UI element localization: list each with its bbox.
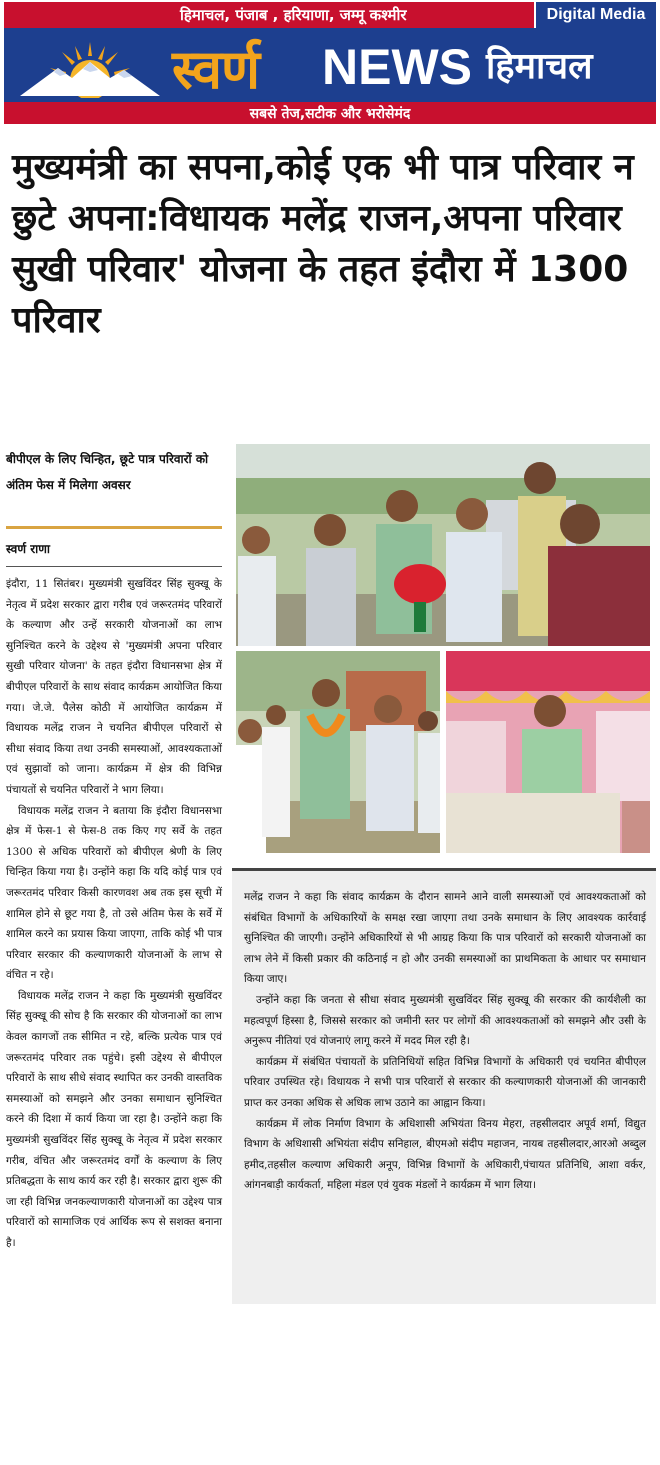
body-paragraph: कार्यक्रम में संबंधित पंचायतों के प्रतिनिधियों सहित विभिन्न विभागों के अधिकारी एवं चयनित बीपीएल परिवार उपस्थित रहे। विधायक ने सभी पात्र परिवारों से सरकार की कल्याणकारी योजनाओं की जानकारी प्राप्त कर उनका अधिक से अधिक लाभ उठाने का आह्वान किया। [244,1055,646,1109]
body-paragraph: उन्होंने कहा कि जनता से सीधा संवाद मुख्यमंत्री सुखविंदर सिंह सुक्खू की सरकार की कार्यशैली का महत्वपूर्ण हिस्सा है, जिससे सरकार को जमीनी स्तर पर लोगों की आवश्यकताओं को समझने और उसी के अनुरूप नीतियां एवं योजनाएं लागू करने में मदद मिल रही है। [244,993,646,1048]
article-body-left-column [6,574,222,1254]
photo-bouquet-welcome [236,444,650,646]
body-paragraph: मलेंद्र राजन ने कहा कि संवाद कार्यक्रम के दौरान सामने आने वाली समस्याओं एवं आवश्यकताओं को संबंधित विभागों के अधिकारियों के समक्ष रखा जाएगा तथा उनके समाधान के लिए आवश्यक कार्रवाई सुनिश्चित की जाएगी। उन्होंने अधिकारियों से भी आग्रह किया कि पात्र परिवारों को सरकारी योजनाओं का लाभ लेने में किसी प्रकार की कठिनाई न हो और उनकी समस्याओं का प्राथमिकता के आधार पर समाधान किया जाए। [244,891,646,986]
body-paragraph: विधायक मलेंद्र राजन ने बताया कि इंदौरा विधानसभा क्षेत्र में फेस-1 से फेस-8 तक किए गए सर्वे के तहत 1300 से अधिक परिवारों को बीपीएल श्रेणी के लिए चिन्हित किया गया है। उन्होंने कहा कि यदि कोई पात्र एवं जरूरतमंद परिवार किसी कारणवश अब तक इस सूची में शामिल होने से छूट गया है, तो उसे अंतिम फेस के सर्वे में शामिल करने का प्रयास किया जाएगा, ताकि कोई भी पात्र परिवार सरकार की कल्याणकारी योजनाओं के लाभ से वंचित न रहे। [6,804,222,982]
photo-garland-greeting [236,651,440,853]
brand-name-state: हिमाचल [486,46,593,87]
article-headline: मुख्यमंत्री का सपना,कोई एक भी पात्र परिवार न छुटे अपना:विधायक मलेंद्र राजन,अपना परिवार सुखी परिवार' योजना के तहत इंदौरा में 1300 परिवार [12,147,634,341]
subhead-divider [6,526,222,529]
body-paragraph: कार्यक्रम में लोक निर्माण विभाग के अधिशासी अभियंता विनय मेहरा, तहसीलदार अपूर्व शर्मा, विद्युत विभाग के अधिशासी अभियंता संदीप सनिहाल, बीएमओ संदीप महाजन, नायब तहसीलदार,आरओ अब्दुल हमीद,तहसील कल्याण अधिकारी अनूप, विभिन्न विभागों के अधिकारी,पंचायत प्रतिनिधि, आशा वर्कर, आंगनबाड़ी कार्यकर्ता, महिला मंडल एवं युवक मंडलों ने कार्यक्रम में भाग लिया। [244,1117,646,1192]
sun-mountain-logo-icon [20,32,160,98]
body-paragraph: विधायक मलेंद्र राजन ने कहा कि मुख्यमंत्री सुखविंदर सिंह सुक्खू की सोच है कि सरकार की योजनाओं का लाभ केवल कागजों तक सीमित न रहे, बल्कि प्रत्येक पात्र एवं जरूरतमंद परिवार तक पहुंचे। इसी उद्देश्य से बीपीएल परिवारों के साथ सीधे संवाद स्थापित कर उनकी वास्तविक समस्याओं को समझने और उनका समाधान सुनिश्चित करने की दिशा में कार्य किया जा रहा है। उन्होंने कहा कि मुख्यमंत्री सुखविंदर सिंह सुक्खू के नेतृत्व में प्रदेश सरकार गरीब, वंचित और जरूरतमंद वर्गों के कल्याण के लिए प्रतिबद्धता के साथ कार्य कर रही है। सरकार द्वारा शुरू की जा रही विभिन्न जनकल्याणकारी योजनाओं का उद्देश्य पात्र परिवारों को सामाजिक एवं आर्थिक रूप से सशक्त बनाना है। [6,989,222,1249]
masthead [4,2,656,124]
article-subhead: बीपीएल के लिए चिन्हित, छूटे पात्र परिवारों को अंतिम फेस में मिलेगा अवसर [6,452,209,492]
body-paragraph: इंदौरा, 11 सितंबर। मुख्यमंत्री सुखविंदर सिंह सुक्खू के नेतृत्व में प्रदेश सरकार द्वारा गरीब एवं जरूरतमंद परिवारों के कल्याण और उन्हें सरकारी योजनाओं का लाभ सुनिश्चित करने के उद्देश्य से 'मुख्यमंत्री अपना परिवार सुखी परिवार योजना' के तहत इंदौरा विधानसभा क्षेत्र में बीपीएल परिवारों के साथ संवाद कार्यक्रम आयोजित किया गया। जे.जे. पैलेस कोठी में आयोजित कार्यक्रम में विधायक मलेंद्र राजन ने चयनित बीपीएल परिवारों से सीधा संवाद किया तथा उनकी समस्याओं, आवश्यकताओं एवं सुझावों को जाना। कार्यक्रम में क्षेत्र की विभिन्न पंचायतों से चयनित परिवारों ने भाग लिया। [6,578,222,796]
brand-name-news: NEWS [322,39,472,95]
byline-divider [6,566,222,567]
masthead-brand-band [4,28,656,102]
masthead-tagline: सबसे तेज,सटीक और भरोसेमंद [249,106,411,122]
brand-name-hindi: स्वर्ण [172,38,260,101]
article-byline: स्वर्ण राणा [6,542,50,556]
masthead-regions: हिमाचल, पंजाब , हरियाणा, जम्मू कश्मीर [180,6,407,24]
article-body-right-box [232,868,656,1304]
masthead-tagline-strip [4,102,656,124]
digital-media-badge: Digital Media [534,2,656,28]
photo-mla-addressing [446,651,650,853]
